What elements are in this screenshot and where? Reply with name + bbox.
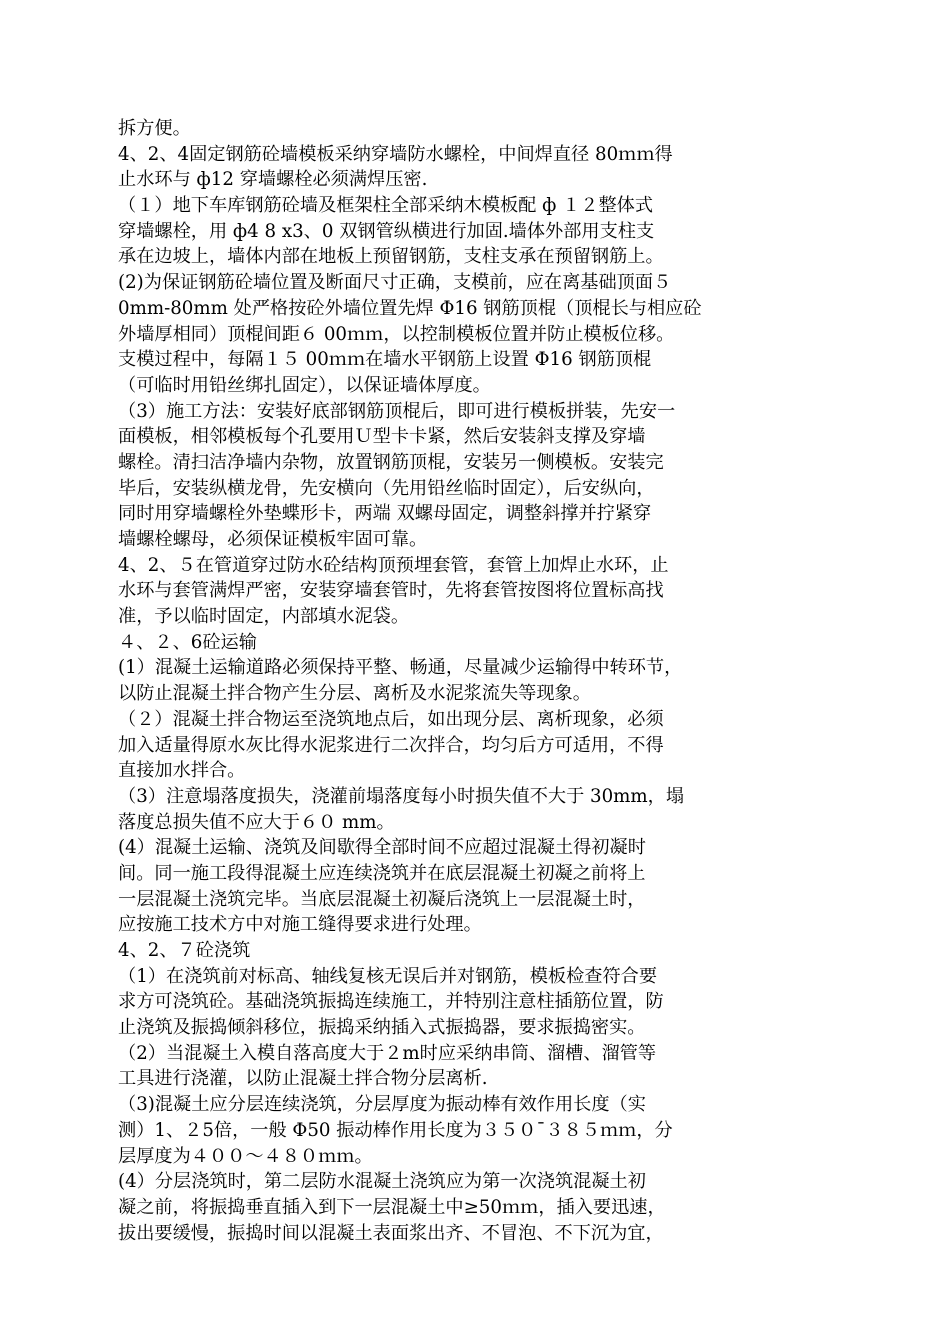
text-line: 螺栓。清扫洁净墙内杂物，放置钢筋顶棍，安装另一侧模板。安装完 bbox=[118, 451, 664, 473]
document-page bbox=[118, 116, 818, 1246]
text-line: 测）1、２5倍，一般 Φ50 振动棒作用长度为３５０¯３８５ｍｍ，分 bbox=[118, 1119, 673, 1141]
text-line: 层厚度为４００～４８０ｍｍ。 bbox=[118, 1145, 373, 1167]
text-line: （3)混凝土应分层连续浇筑，分层厚度为振动棒有效作用长度（实 bbox=[118, 1094, 646, 1116]
text-line: 0mm-80mm 处严格按砼外墙位置先焊 Φ16 钢筋顶棍（顶棍长与相应砼 bbox=[118, 297, 702, 319]
text-line: （2）当混凝土入模自落高度大于２m时应采纳串筒、溜槽、溜管等 bbox=[118, 1042, 657, 1064]
text-line: (4）分层浇筑时，第二层防水混凝土浇筑应为第一次浇筑混凝土初 bbox=[118, 1171, 646, 1193]
text-line: 外墙厚相同）顶棍间距６ 00ｍｍ，以控制模板位置并防止模板位移。 bbox=[118, 323, 675, 345]
text-line: 以防止混凝土拌合物产生分层、离析及水泥浆流失等现象。 bbox=[118, 683, 591, 705]
text-line: 拆方便。 bbox=[118, 118, 191, 139]
text-line: (4）混凝土运输、浇筑及间歇得全部时间不应超过混凝土得初凝时 bbox=[118, 837, 646, 859]
text-line: 水环与套管满焊严密，安装穿墙套管时，先将套管按图将位置标高找 bbox=[118, 580, 664, 602]
text-line: 止浇筑及振捣倾斜移位，振捣采纳插入式振捣器，要求振捣密实。 bbox=[118, 1017, 646, 1039]
text-line: 应按施工技术方中对施工缝得要求进行处理。 bbox=[118, 914, 482, 936]
text-line: 落度总损失值不应大于６０ mm。 bbox=[118, 811, 395, 833]
text-line: 支模过程中，每隔１５ 00ｍｍ在墙水平钢筋上设置 Φ16 钢筋顶棍 bbox=[118, 349, 652, 371]
text-line: 止水环与 ф12 穿墙螺栓必须满焊压密. bbox=[118, 169, 428, 191]
text-line: (1）混凝土运输道路必须保持平整、畅通，尽量减少运输得中转环节， bbox=[118, 657, 683, 679]
text-line: 毕后，安装纵横龙骨，先安横向（先用铅丝临时固定），后安纵向， bbox=[118, 477, 655, 499]
text-line: 加入适量得原水灰比得水泥浆进行二次拌合，均匀后方可适用，不得 bbox=[118, 734, 664, 756]
text-line: 墙螺栓螺母，必须保证模板牢固可靠。 bbox=[118, 529, 428, 550]
text-line: 一层混凝土浇筑完毕。当底层混凝土初凝后浇筑上一层混凝土时， bbox=[118, 888, 646, 910]
text-line: 工具进行浇灌，以防止混凝土拌合物分层离析. bbox=[118, 1068, 488, 1090]
text-line: (2)为保证钢筋砼墙位置及断面尺寸正确，支模前，应在离基础顶面５ bbox=[118, 272, 672, 294]
text-line: （3）施工方法：安装好底部钢筋顶棍后，即可进行模板拼装，先安一 bbox=[118, 400, 676, 422]
text-line: （3）注意塌落度损失，浇灌前塌落度每小时损失值不大于 30mm，塌 bbox=[118, 785, 685, 807]
text-line: 承在边坡上，墙体内部在地板上预留钢筋，支柱支承在预留钢筋上。 bbox=[118, 246, 664, 268]
section-heading: 4、2、７砼浇筑 bbox=[118, 940, 251, 961]
text-line: 求方可浇筑砼。基础浇筑振捣连续施工，并特别注意柱插筋位置，防 bbox=[118, 991, 664, 1013]
text-line: 面模板，相邻模板每个孔要用Ｕ型卡卡紧，然后安装斜支撑及穿墙 bbox=[118, 426, 646, 448]
text-line: （1）在浇筑前对标高、轴线复核无误后并对钢筋，模板检查符合要 bbox=[118, 965, 658, 987]
text-line: （１）地下车库钢筋砼墙及框架柱全部采纳木模板配 ф １２整体式 bbox=[118, 195, 654, 217]
text-line: 同时用穿墙螺栓外垫蝶形卡，两端 双螺母固定，调整斜撑并拧紧穿 bbox=[118, 503, 652, 525]
text-line: （２）混凝土拌合物运至浇筑地点后，如出现分层、离析现象，必须 bbox=[118, 708, 664, 730]
text-line: 直接加水拌合。 bbox=[118, 760, 246, 782]
text-line: 凝之前，将振捣垂直插入到下一层混凝土中≥50ｍｍ，插入要迅速， bbox=[118, 1196, 666, 1218]
text-line: 间。同一施工段得混凝土应连续浇筑并在底层混凝土初凝之前将上 bbox=[118, 862, 646, 884]
text-line: 4、2、4固定钢筋砼墙模板采纳穿墙防水螺栓，中间焊直径 80ｍｍ得 bbox=[118, 143, 673, 165]
text-line: 准，予以临时固定，内部填水泥袋。 bbox=[118, 606, 410, 628]
text-line: 穿墙螺栓，用 ф4 8 x3、0 双钢管纵横进行加固.墙体外部用支柱支 bbox=[118, 220, 655, 242]
section-heading: ４、２、6砼运输 bbox=[118, 631, 257, 653]
text-line: （可临时用铅丝绑扎固定），以保证墙体厚度。 bbox=[118, 374, 491, 396]
text-line: 拔出要缓慢，振捣时间以混凝土表面浆出齐、不冒泡、不下沉为宜， bbox=[118, 1222, 664, 1244]
text-line: 4、2、５在管道穿过防水砼结构顶预埋套管，套管上加焊止水环，止 bbox=[118, 554, 669, 576]
